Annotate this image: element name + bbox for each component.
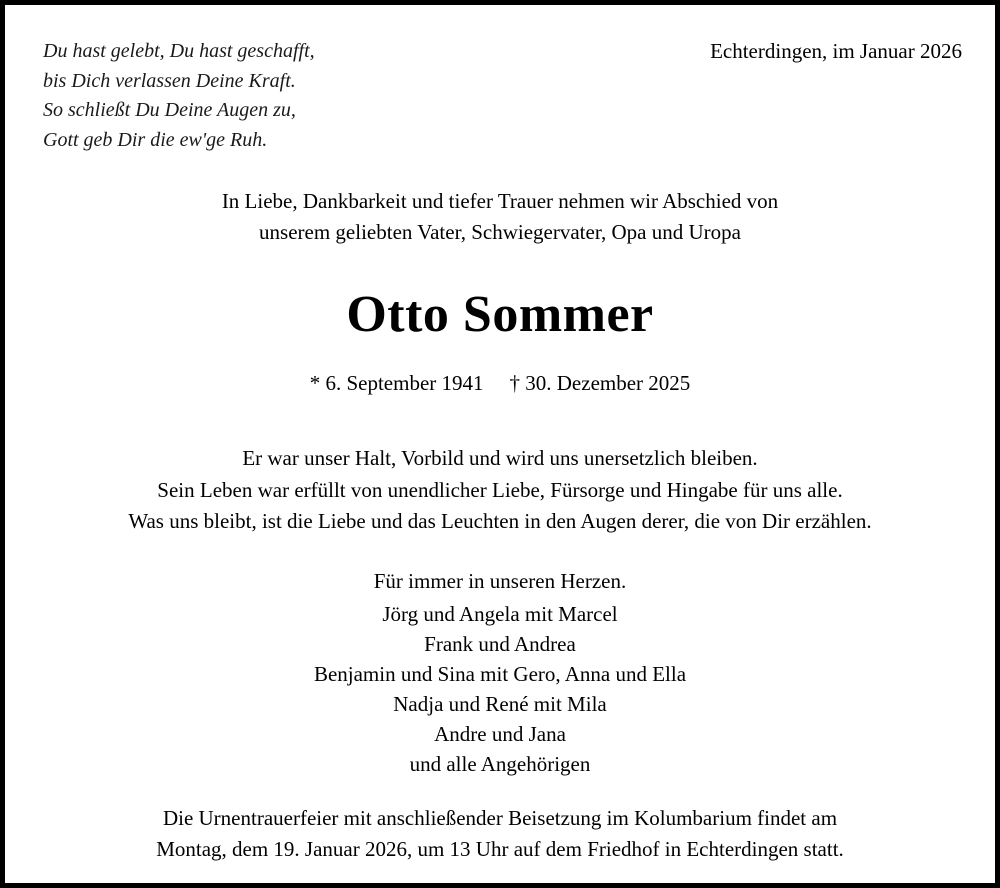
birth-date: * 6. September 1941	[309, 371, 484, 395]
mourner-line: Nadja und René mit Mila	[393, 692, 607, 716]
forever-in-hearts: Für immer in unseren Herzen.	[373, 569, 627, 593]
poem-line: So schließt Du Deine Augen zu,	[43, 99, 296, 121]
tribute-line: Er war unser Halt, Vorbild und wird uns unersetzlich bleiben.	[242, 446, 758, 470]
poem-verse	[43, 37, 315, 155]
mourner-line: Jörg und Angela mit Marcel	[382, 602, 618, 626]
mourner-line: Frank und Andrea	[424, 632, 576, 656]
ceremony-info	[5, 803, 995, 865]
ceremony-line: Die Urnentrauerfeier mit anschließender Beisetzung im Kolumbarium findet am	[162, 806, 838, 830]
mourners-list	[5, 599, 995, 779]
tribute-text	[5, 443, 995, 538]
mourner-line: Andre und Jana	[434, 722, 566, 746]
mourner-line: Benjamin und Sina mit Gero, Anna und Ella	[313, 662, 687, 686]
deceased-name: Otto Sommer	[346, 286, 654, 343]
poem-line: bis Dich verlassen Deine Kraft.	[43, 69, 296, 92]
poem-line: Du hast gelebt, Du hast geschafft,	[43, 40, 315, 62]
ceremony-line: Montag, dem 19. Januar 2026, um 13 Uhr auf dem Friedhof in Echterdingen statt.	[156, 837, 844, 861]
intro-line: unserem geliebten Vater, Schwiegervater, Opa und Uropa	[259, 220, 741, 244]
tribute-line: Sein Leben war erfüllt von unendlicher Liebe, Fürsorge und Hingabe für uns alle.	[157, 477, 843, 502]
intro-line: In Liebe, Dankbarkeit und tiefer Trauer nehmen wir Abschied von	[221, 189, 779, 213]
poem-line: Gott geb Dir die ew'ge Ruh.	[43, 128, 268, 151]
life-dates	[5, 368, 995, 398]
intro-text	[5, 186, 995, 248]
tribute-line: Was uns bleibt, ist die Liebe und das Leuchten in den Augen derer, die von Dir erzählen.	[128, 509, 872, 533]
place-and-date: Echterdingen, im Januar 2026	[710, 39, 962, 63]
death-date: † 30. Dezember 2025	[509, 371, 691, 395]
mourner-line: und alle Angehörigen	[409, 752, 591, 776]
